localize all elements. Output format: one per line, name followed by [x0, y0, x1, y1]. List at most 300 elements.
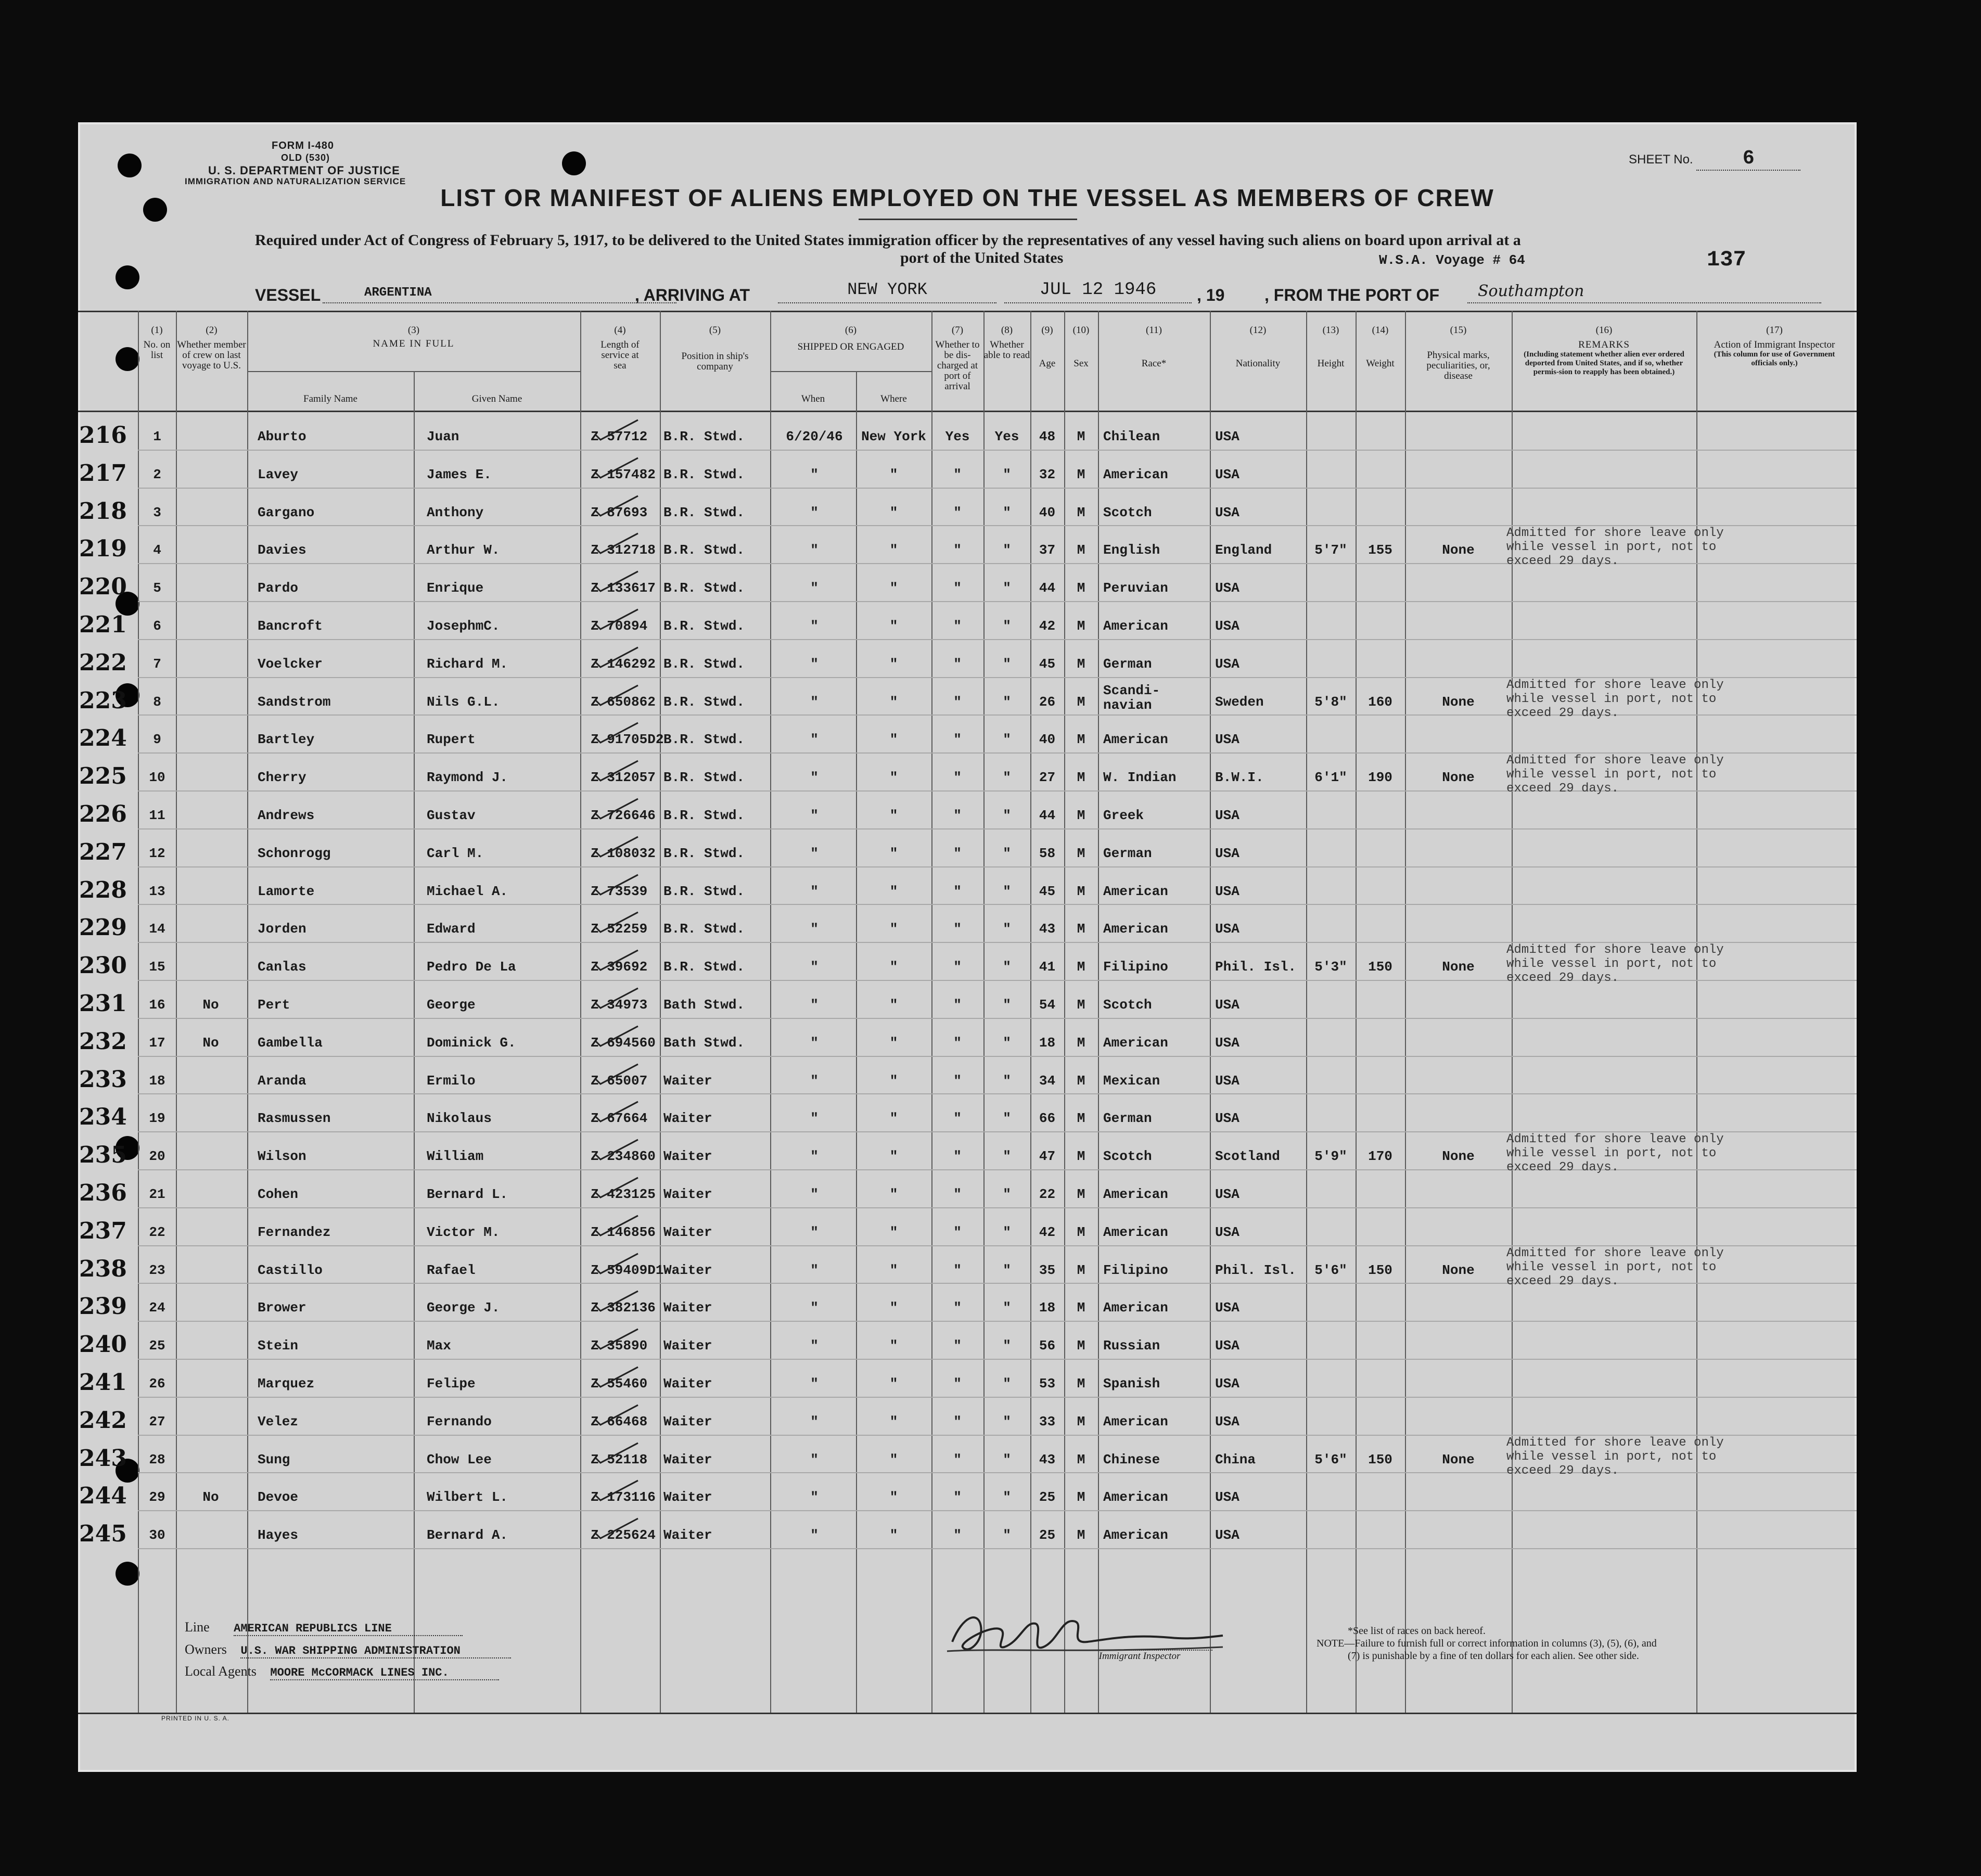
sex: M — [1077, 1376, 1085, 1392]
family-name: Velez — [258, 1413, 299, 1430]
weight: 150 — [1368, 1262, 1392, 1278]
age: 34 — [1039, 1073, 1056, 1089]
service-length: Z 133617 — [591, 580, 656, 596]
to-be-discharged: " — [953, 1338, 962, 1354]
able-to-read: " — [1003, 770, 1011, 786]
row-rule — [138, 1207, 1857, 1208]
sex: M — [1077, 1035, 1085, 1051]
stamped-page-number: 242 — [79, 1407, 127, 1434]
shipped-when: " — [810, 959, 819, 975]
service-length: Z 70894 — [591, 618, 648, 634]
able-to-read: " — [1003, 1262, 1011, 1278]
stamped-page-number: 238 — [79, 1255, 127, 1282]
able-to-read: " — [1003, 732, 1011, 748]
to-be-discharged: " — [953, 883, 962, 899]
race: American — [1103, 618, 1168, 634]
race: Scotch — [1103, 997, 1152, 1013]
shipped-where: " — [889, 1527, 898, 1543]
race: American — [1103, 921, 1168, 937]
age: 18 — [1039, 1300, 1056, 1316]
service-length: Z 423125 — [591, 1186, 656, 1202]
shipped-when: " — [810, 808, 819, 823]
given-name: George — [427, 997, 476, 1013]
shipped-when: " — [810, 618, 819, 634]
check-mark-icon — [593, 1213, 640, 1239]
family-name: Jorden — [258, 921, 306, 937]
shipped-where: " — [889, 1148, 898, 1165]
service-length: Z 173116 — [591, 1489, 656, 1505]
height: 5'7" — [1314, 542, 1347, 558]
nationality: USA — [1215, 1413, 1239, 1430]
position: B.R. Stwd. — [663, 959, 745, 975]
given-name: Nils G.L. — [427, 694, 500, 710]
position: B.R. Stwd. — [663, 808, 745, 823]
row-rule — [138, 1359, 1857, 1360]
given-name: Rupert — [427, 732, 476, 748]
weight: 170 — [1368, 1148, 1392, 1165]
check-mark-icon — [593, 1402, 640, 1428]
header-c12-label: Nationality — [1235, 358, 1281, 369]
to-be-discharged: " — [953, 732, 962, 748]
family-name: Sung — [258, 1451, 290, 1467]
header-c13-label: Height — [1317, 358, 1345, 369]
shipped-where: " — [889, 1262, 898, 1278]
service-length: Z 146292 — [591, 656, 656, 672]
table-top-rule — [78, 311, 1857, 312]
shipped-when: " — [810, 770, 819, 786]
last-voyage: No — [202, 997, 219, 1013]
given-name: Nikolaus — [427, 1111, 492, 1127]
family-name: Rasmussen — [258, 1111, 331, 1127]
race: American — [1103, 1035, 1168, 1051]
stamped-page-number: 243 — [79, 1445, 127, 1472]
age: 45 — [1039, 883, 1056, 899]
to-be-discharged: " — [953, 580, 962, 596]
given-name: Felipe — [427, 1376, 476, 1392]
able-to-read: " — [1003, 1073, 1011, 1089]
age: 66 — [1039, 1111, 1056, 1127]
family-name: Davies — [258, 542, 306, 558]
to-be-discharged: " — [953, 997, 962, 1013]
able-to-read: Yes — [994, 429, 1019, 444]
check-mark-icon — [593, 1288, 640, 1314]
header-c7-num: (7) — [951, 325, 964, 336]
check-mark-icon — [593, 720, 640, 746]
nationality: USA — [1215, 732, 1239, 748]
shipped-when: 6/20/46 — [786, 429, 843, 444]
col-divider — [1512, 311, 1513, 1713]
position: B.R. Stwd. — [663, 504, 745, 520]
header-c6-label: SHIPPED OR ENGAGED — [797, 341, 904, 352]
age: 18 — [1039, 1035, 1056, 1051]
header-c3-label: NAME IN FULL — [373, 338, 455, 349]
position: Waiter — [663, 1224, 712, 1240]
height: 5'8" — [1314, 694, 1347, 710]
stamped-page-number: 221 — [79, 611, 127, 638]
height: 5'6" — [1314, 1451, 1347, 1467]
shipped-where: " — [889, 1035, 898, 1051]
nationality: USA — [1215, 845, 1239, 861]
to-be-discharged: " — [953, 1413, 962, 1430]
header-c15-num: (15) — [1450, 325, 1467, 336]
family-name: Canlas — [258, 959, 306, 975]
arriving-port: NEW YORK — [778, 277, 996, 303]
nationality: Phil. Isl. — [1215, 1262, 1297, 1278]
arriving-label: , ARRIVING AT — [635, 286, 750, 304]
sex: M — [1077, 883, 1085, 899]
family-name: Aranda — [258, 1073, 306, 1089]
nationality: USA — [1215, 1527, 1239, 1543]
race: Russian — [1103, 1338, 1160, 1354]
race: Chilean — [1103, 429, 1160, 444]
to-be-discharged: " — [953, 1224, 962, 1240]
last-voyage: No — [202, 1489, 219, 1505]
row-no: 3 — [153, 504, 161, 520]
able-to-read: " — [1003, 997, 1011, 1013]
race: Scandi- navian — [1103, 682, 1160, 713]
race: American — [1103, 732, 1168, 748]
shipped-where: " — [889, 580, 898, 596]
col-divider — [414, 371, 415, 1713]
header-c15-label: Physical marks, peculiarities, or, disease — [1426, 350, 1490, 381]
age: 41 — [1039, 959, 1056, 975]
header-c16-label: REMARKS — [1578, 339, 1630, 350]
to-be-discharged: " — [953, 694, 962, 710]
inspector-label: Immigrant Inspector — [1067, 1650, 1212, 1662]
sex: M — [1077, 921, 1085, 937]
header-c3a: Family Name — [303, 393, 357, 404]
header-c16-num: (16) — [1595, 325, 1613, 336]
header-c7-label: Whether to be dis-charged at port of arrival — [935, 339, 980, 392]
sex: M — [1077, 1338, 1085, 1354]
check-mark-icon — [593, 909, 640, 935]
header-c2-num: (2) — [206, 325, 218, 336]
age: 37 — [1039, 542, 1056, 558]
check-mark-icon — [593, 455, 640, 481]
able-to-read: " — [1003, 959, 1011, 975]
page-stamp-number: 137 — [1707, 247, 1746, 272]
remarks-text: Admitted for shore leave only while vessel in port, not to exceed 29 days. — [1506, 754, 1724, 796]
able-to-read: " — [1003, 883, 1011, 899]
check-mark-icon — [593, 1099, 640, 1125]
service-length: Z 59409D1 — [591, 1262, 664, 1278]
header-c4 — [580, 325, 660, 371]
family-name: Aburto — [258, 429, 306, 444]
sex: M — [1077, 1262, 1085, 1278]
row-no: 18 — [149, 1073, 165, 1089]
voyage-number: W.S.A. Voyage # 64 — [1379, 252, 1525, 268]
family-name: Brower — [258, 1300, 306, 1316]
sex: M — [1077, 1148, 1085, 1165]
shipped-when: " — [810, 1451, 819, 1467]
service-length: Z 312718 — [591, 542, 656, 558]
remarks-text: Admitted for shore leave only while vessel in port, not to exceed 29 days. — [1506, 1132, 1724, 1175]
row-rule — [138, 1548, 1857, 1549]
col-divider — [1098, 311, 1099, 1713]
col-divider — [1405, 311, 1406, 1713]
family-name: Andrews — [258, 808, 315, 823]
able-to-read: " — [1003, 845, 1011, 861]
remarks-text: Admitted for shore leave only while vessel in port, not to exceed 29 days. — [1506, 678, 1724, 720]
check-mark-icon — [593, 530, 640, 556]
department-name: U. S. DEPARTMENT OF JUSTICE — [208, 164, 400, 177]
check-mark-icon — [593, 1326, 640, 1352]
weight: 190 — [1368, 770, 1392, 786]
able-to-read: " — [1003, 504, 1011, 520]
stamped-page-number: 233 — [79, 1066, 127, 1093]
punch-hole — [562, 151, 586, 175]
col-divider — [580, 311, 581, 1713]
race: Filipino — [1103, 959, 1168, 975]
row-no: 9 — [153, 732, 161, 748]
shipped-when: " — [810, 1413, 819, 1430]
shipped-when: " — [810, 542, 819, 558]
age: 35 — [1039, 1262, 1056, 1278]
able-to-read: " — [1003, 1148, 1011, 1165]
stamped-page-number: 239 — [79, 1293, 127, 1320]
able-to-read: " — [1003, 808, 1011, 823]
position: B.R. Stwd. — [663, 732, 745, 748]
row-rule — [138, 904, 1857, 905]
service-length: Z 34973 — [591, 997, 648, 1013]
shipped-when: " — [810, 1489, 819, 1505]
nationality: USA — [1215, 1073, 1239, 1089]
row-no: 22 — [149, 1224, 165, 1240]
sex: M — [1077, 1413, 1085, 1430]
position: B.R. Stwd. — [663, 770, 745, 786]
given-name: William — [427, 1148, 484, 1165]
vessel-line — [255, 280, 1816, 309]
shipped-where: " — [889, 504, 898, 520]
header-c14-num: (14) — [1372, 325, 1389, 336]
nationality: England — [1215, 542, 1272, 558]
header-c7 — [931, 325, 983, 392]
nationality: USA — [1215, 1338, 1239, 1354]
race: American — [1103, 466, 1168, 482]
family-name: Wilson — [258, 1148, 306, 1165]
stamped-page-number: 230 — [79, 952, 127, 979]
footer — [78, 1720, 1857, 1772]
header-c14-label: Weight — [1366, 358, 1395, 369]
race: German — [1103, 1111, 1152, 1127]
check-mark-icon — [593, 1137, 640, 1163]
header-c5-num: (5) — [709, 325, 721, 336]
service-length: Z 726646 — [591, 808, 656, 823]
to-be-discharged: " — [953, 1148, 962, 1165]
race: American — [1103, 1300, 1168, 1316]
given-name: Rafael — [427, 1262, 476, 1278]
service-length: Z 91705D2 — [591, 732, 664, 748]
age: 48 — [1039, 429, 1056, 444]
sex: M — [1077, 1111, 1085, 1127]
age: 54 — [1039, 997, 1056, 1013]
able-to-read: " — [1003, 466, 1011, 482]
age: 27 — [1039, 770, 1056, 786]
header-c9-num: (9) — [1041, 325, 1053, 336]
shipped-where: " — [889, 845, 898, 861]
family-name: Pert — [258, 997, 290, 1013]
able-to-read: " — [1003, 618, 1011, 634]
row-no: 6 — [153, 618, 161, 634]
height: 5'6" — [1314, 1262, 1347, 1278]
able-to-read: " — [1003, 1300, 1011, 1316]
sex: M — [1077, 808, 1085, 823]
given-name: Arthur W. — [427, 542, 500, 558]
position: Waiter — [663, 1186, 712, 1202]
service-length: Z 234860 — [591, 1148, 656, 1165]
family-name: Schonrogg — [258, 845, 331, 861]
position: B.R. Stwd. — [663, 580, 745, 596]
race: English — [1103, 542, 1160, 558]
stamped-page-number: 223 — [79, 687, 127, 714]
header-c17-num: (17) — [1766, 325, 1783, 336]
able-to-read: " — [1003, 1224, 1011, 1240]
header-c10 — [1064, 325, 1098, 369]
subtitle-line-2: port of the United States — [900, 249, 1064, 266]
stamped-page-number: 241 — [79, 1369, 127, 1396]
age: 40 — [1039, 732, 1056, 748]
position: Waiter — [663, 1148, 712, 1165]
position: Waiter — [663, 1451, 712, 1467]
family-name: Pardo — [258, 580, 299, 596]
height: 5'9" — [1314, 1148, 1347, 1165]
shipped-header-rule — [770, 371, 931, 372]
shipped-when: " — [810, 1148, 819, 1165]
stamped-page-number: 236 — [79, 1180, 127, 1206]
service-length: Z 108032 — [591, 845, 656, 861]
position: Waiter — [663, 1527, 712, 1543]
given-name: George J. — [427, 1300, 500, 1316]
nationality: USA — [1215, 1224, 1239, 1240]
header-c8-num: (8) — [1001, 325, 1013, 336]
shipped-where: " — [889, 1186, 898, 1202]
stamped-page-number: 240 — [79, 1331, 127, 1358]
family-name: Fernandez — [258, 1224, 331, 1240]
family-name: Cherry — [258, 770, 306, 786]
family-name: Gambella — [258, 1035, 323, 1051]
weight: 150 — [1368, 959, 1392, 975]
able-to-read: " — [1003, 656, 1011, 672]
sex: M — [1077, 466, 1085, 482]
row-no: 28 — [149, 1451, 165, 1467]
shipped-where: " — [889, 694, 898, 710]
physical-marks: None — [1442, 770, 1475, 786]
family-name: Bartley — [258, 732, 315, 748]
nationality: USA — [1215, 656, 1239, 672]
stamped-page-number: 234 — [79, 1104, 127, 1131]
age: 47 — [1039, 1148, 1056, 1165]
given-name: Gustav — [427, 808, 476, 823]
able-to-read: " — [1003, 1489, 1011, 1505]
position: B.R. Stwd. — [663, 694, 745, 710]
shipped-when: " — [810, 921, 819, 937]
able-to-read: " — [1003, 1527, 1011, 1543]
shipped-when: " — [810, 1262, 819, 1278]
row-rule — [138, 828, 1857, 829]
to-be-discharged: " — [953, 1489, 962, 1505]
header-c12 — [1210, 325, 1306, 369]
header-c10-num: (10) — [1072, 325, 1090, 336]
nationality: USA — [1215, 1186, 1239, 1202]
sex: M — [1077, 580, 1085, 596]
to-be-discharged: " — [953, 921, 962, 937]
nationality: USA — [1215, 997, 1239, 1013]
shipped-when: " — [810, 694, 819, 710]
nationality: USA — [1215, 921, 1239, 937]
sheet-number-field — [1629, 147, 1800, 171]
penalty-note-2: (7) is punishable by a fine of ten dollars for each alien. See other side. — [1348, 1650, 1639, 1662]
shipped-when: " — [810, 1300, 819, 1316]
race: German — [1103, 845, 1152, 861]
service-length: Z 66468 — [591, 1413, 648, 1430]
title-rule — [859, 219, 1077, 220]
stamped-page-number: 220 — [79, 573, 127, 601]
row-no: 21 — [149, 1186, 165, 1202]
race: Filipino — [1103, 1262, 1168, 1278]
shipped-where: " — [889, 921, 898, 937]
check-mark-icon — [593, 1477, 640, 1503]
row-no: 17 — [149, 1035, 165, 1051]
nationality: USA — [1215, 429, 1239, 444]
nationality: USA — [1215, 618, 1239, 634]
to-be-discharged: " — [953, 542, 962, 558]
age: 25 — [1039, 1527, 1056, 1543]
remarks-text: Admitted for shore leave only while vessel in port, not to exceed 29 days. — [1506, 526, 1724, 569]
position: B.R. Stwd. — [663, 466, 745, 482]
col-divider — [1210, 311, 1211, 1713]
nationality: Scotland — [1215, 1148, 1280, 1165]
able-to-read: " — [1003, 1413, 1011, 1430]
age: 56 — [1039, 1338, 1056, 1354]
race: American — [1103, 1224, 1168, 1240]
to-be-discharged: " — [953, 1300, 962, 1316]
family-name: Cohen — [258, 1186, 299, 1202]
col-divider — [138, 311, 139, 1713]
shipped-where: " — [889, 1489, 898, 1505]
race: American — [1103, 1527, 1168, 1543]
nationality: B.W.I. — [1215, 770, 1264, 786]
owners-field — [185, 1642, 511, 1658]
to-be-discharged: " — [953, 618, 962, 634]
header-c11-num: (11) — [1146, 325, 1162, 336]
physical-marks: None — [1442, 1148, 1475, 1165]
sex: M — [1077, 618, 1085, 634]
nationality: USA — [1215, 883, 1239, 899]
shipped-when: " — [810, 656, 819, 672]
sex: M — [1077, 1073, 1085, 1089]
shipped-when: " — [810, 1035, 819, 1051]
row-no: 25 — [149, 1338, 165, 1354]
able-to-read: " — [1003, 694, 1011, 710]
race: Scotch — [1103, 1148, 1152, 1165]
nationality: USA — [1215, 504, 1239, 520]
header-c14 — [1356, 325, 1405, 369]
row-no: 30 — [149, 1527, 165, 1543]
from-port: Southampton — [1467, 280, 1821, 303]
age: 44 — [1039, 580, 1056, 596]
check-mark-icon — [593, 1023, 640, 1049]
physical-marks: None — [1442, 1262, 1475, 1278]
age: 43 — [1039, 1451, 1056, 1467]
stamped-page-number: 245 — [79, 1521, 127, 1548]
col-divider — [770, 311, 771, 1713]
year-label: , 19 — [1197, 286, 1225, 304]
to-be-discharged: " — [953, 1073, 962, 1089]
service-length: Z 650862 — [591, 694, 656, 710]
header-c5-label: Position in ship's company — [681, 351, 749, 372]
row-no: 20 — [149, 1148, 165, 1165]
service-length: Z 73539 — [591, 883, 648, 899]
